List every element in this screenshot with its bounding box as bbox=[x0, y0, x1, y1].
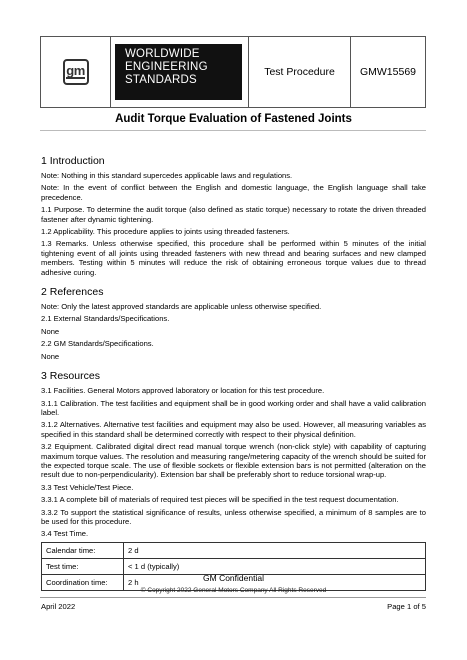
title-divider bbox=[40, 130, 426, 131]
table-cell-label: Coordination time: bbox=[42, 574, 124, 590]
standards-banner bbox=[115, 44, 242, 100]
document-title: Audit Torque Evaluation of Fastened Joints bbox=[115, 113, 352, 125]
standards-cell bbox=[111, 37, 249, 107]
table-cell-value: < 1 d (typically) bbox=[124, 558, 426, 574]
paragraph: 2.2 GM Standards/Specifications. bbox=[41, 339, 154, 349]
logo-cell bbox=[41, 37, 111, 107]
gm-logo-text: gm bbox=[66, 63, 85, 78]
paragraph: Note: Only the latest approved standards are applicable unless otherwise specified. bbox=[41, 302, 322, 312]
table-row bbox=[42, 542, 426, 558]
paragraph: 2.1 External Standards/Specifications. bbox=[41, 314, 170, 324]
paragraph: 3.1.1 Calibration. The test facilities and equipment shall be in good working order and shall have a valid calibration label. bbox=[41, 398, 426, 417]
table-cell-label: Calendar time: bbox=[42, 542, 124, 558]
section-heading-introduction: 1 Introduction bbox=[41, 155, 105, 167]
paragraph: 3.1.2 Alternatives. Alternative test facilities and equipment may also be used. However, all measuring variables as specified in this standard shall be determined correctly with respect to their physical definition. bbox=[41, 420, 426, 439]
doc-number: GMW15569 bbox=[359, 66, 417, 78]
section-heading-references: 2 References bbox=[41, 286, 104, 299]
test-time-table bbox=[41, 542, 426, 591]
paragraph: 3.3 Test Vehicle/Test Piece. bbox=[41, 482, 134, 492]
doc-type: Test Procedure bbox=[249, 37, 351, 107]
table-cell-value: 2 d bbox=[124, 542, 426, 558]
paragraph: 3.2 Equipment. Calibrated digital direct read manual torque wrench (non-click style) with capability of capturing maximum torque values. The resolution and measuring range/metering capacity of the wrench should be suited for the expected torque scale. The use of flexible sockets or flexible extension bars is not permitted (alteration on the result due to non-perpendicularity). Extension bar shall be preferably short to reduce torsional wrap-up. bbox=[41, 442, 426, 480]
paragraph: None bbox=[41, 326, 60, 336]
section-heading-resources: 3 Resources bbox=[41, 370, 100, 383]
document-header bbox=[40, 36, 426, 108]
footer-divider bbox=[40, 597, 426, 598]
standards-line: STANDARDS bbox=[125, 74, 197, 86]
document-body bbox=[41, 155, 426, 591]
footer-date: April 2022 bbox=[41, 602, 76, 611]
paragraph: None bbox=[41, 351, 60, 361]
confidential-label: GM Confidential bbox=[203, 573, 264, 583]
standards-line: WORLDWIDE bbox=[125, 48, 200, 60]
paragraph: 1.1 Purpose. To determine the audit torque (also defined as static torque) necessary to rotate the driven threaded fastener after dynamic tightening. bbox=[41, 205, 426, 224]
paragraph: 3.3.2 To support the statistical significance of results, unless otherwise specified, a minimum of 8 samples are to be used for this procedure. bbox=[41, 507, 426, 526]
table-cell-label: Test time: bbox=[42, 558, 124, 574]
paragraph: Note: In the event of conflict between the English and domestic language, the English language shall take precedence. bbox=[41, 183, 426, 202]
copyright-notice: © Copyright 2022 General Motors Company All Rights Reserved bbox=[140, 587, 327, 594]
table-row bbox=[42, 558, 426, 574]
standards-line: ENGINEERING bbox=[125, 61, 208, 73]
paragraph: 3.4 Test Time. bbox=[41, 529, 89, 539]
paragraph: 1.2 Applicability. This procedure applies to joints using threaded fasteners. bbox=[41, 227, 290, 237]
paragraph: 3.1 Facilities. General Motors approved laboratory or location for this test procedure. bbox=[41, 386, 325, 396]
paragraph: Note: Nothing in this standard supercedes applicable laws and regulations. bbox=[41, 171, 293, 180]
paragraph: 1.3 Remarks. Unless otherwise specified, this procedure shall be performed within 5 minutes of the initial tightening event of all joints using threaded fasteners with new thread and bearing surfaces and new clamped members. Testing within 5 minutes will reduce the risk of obtaining erroneous torque values due to thread adhesive curing. bbox=[41, 239, 426, 277]
table-cell-value: 2 h bbox=[124, 574, 426, 590]
gm-logo bbox=[63, 59, 89, 85]
page-number: Page 1 of 5 bbox=[387, 602, 426, 611]
paragraph: 3.3.1 A complete bill of materials of required test pieces will be specified in the test request documentation. bbox=[41, 495, 399, 505]
